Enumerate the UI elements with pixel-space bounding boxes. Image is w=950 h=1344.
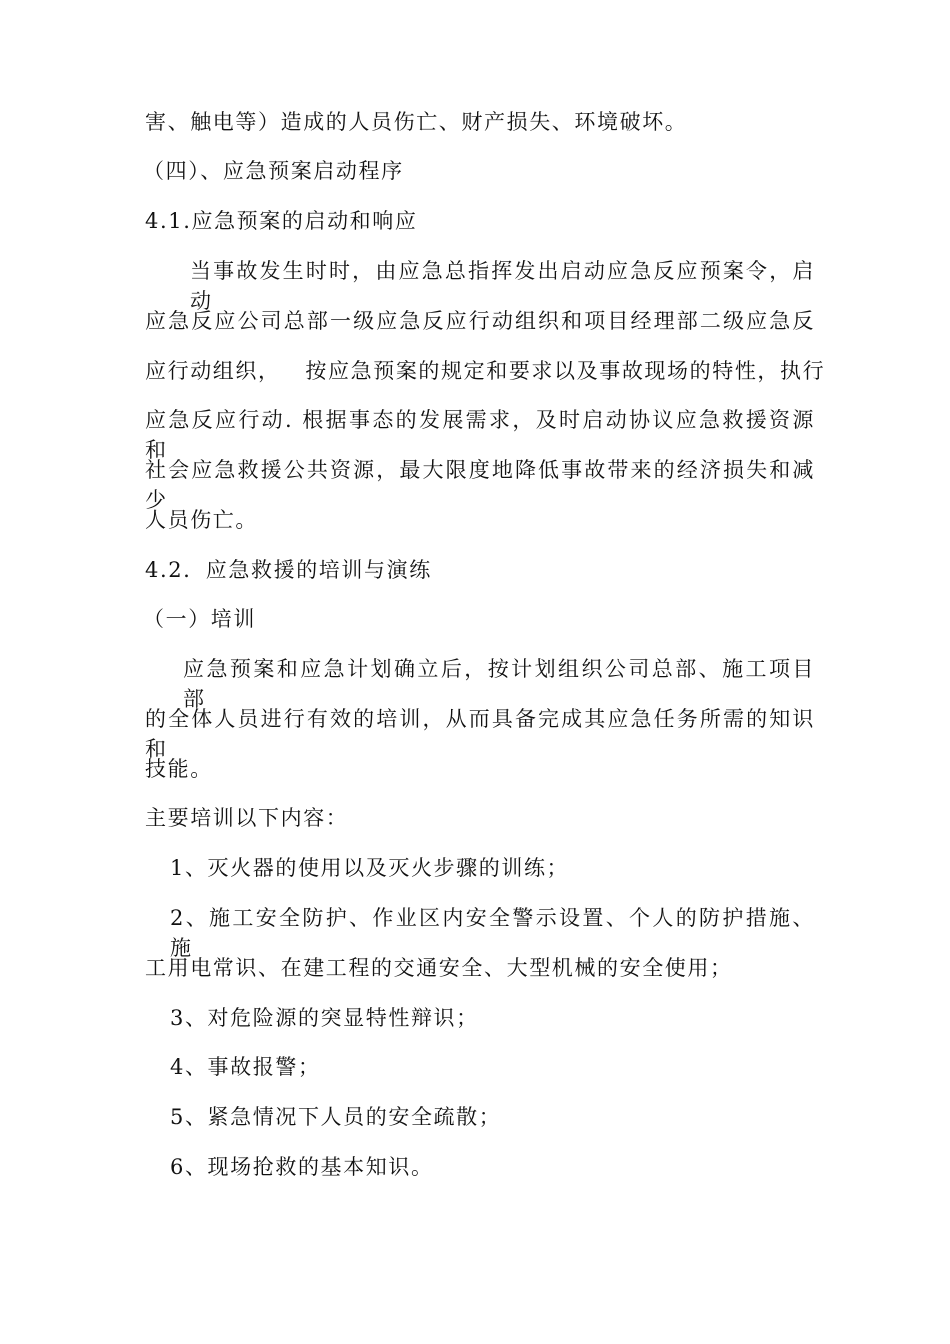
list-item-4: 4、事故报警；	[170, 1055, 321, 1079]
paragraph-4-1-line-6: 人员伤亡。	[145, 508, 258, 532]
subsection-heading-4-2: 4.2．应急救援的培训与演练	[145, 558, 432, 582]
subheading-training: （一）培训	[143, 607, 256, 631]
training-content-intro: 主要培训以下内容：	[145, 806, 349, 830]
paragraph-4-1-line-5: 社会应急救援公共资源，最大限度地降低事故带来的经济损失和减少	[145, 458, 815, 512]
paragraph-4-1-line-2: 应急反应公司总部一级应急反应行动组织和项目经理部二级应急反	[145, 309, 815, 333]
list-item-5: 5、紧急情况下人员的安全疏散；	[170, 1105, 502, 1129]
paragraph-4-1-line-4: 应急反应行动. 根据事态的发展需求，及时启动协议应急救援资源和	[145, 408, 815, 462]
list-item-3: 3、对危险源的突显特性辩识；	[170, 1006, 479, 1030]
list-item-1: 1、灭火器的使用以及灭火步骤的训练；	[170, 856, 570, 880]
list-item-2-line-2: 工用电常识、在建工程的交通安全、大型机械的安全使用；	[145, 956, 733, 980]
paragraph-training-line-3: 技能。	[145, 757, 213, 781]
list-item-2-line-1: 2、施工安全防护、作业区内安全警示设置、个人的防护措施、施	[170, 906, 815, 960]
text-line-1: 害、触电等）造成的人员伤亡、财产损失、环境破坏。	[145, 110, 688, 134]
list-item-6: 6、现场抢救的基本知识。	[170, 1155, 434, 1179]
paragraph-training-line-1: 应急预案和应急计划确立后，按计划组织公司总部、施工项目部	[183, 657, 815, 711]
subsection-heading-4-1: 4.1.应急预案的启动和响应	[145, 209, 418, 233]
paragraph-training-line-2: 的全体人员进行有效的培训，从而具备完成其应急任务所需的知识和	[145, 707, 815, 761]
paragraph-4-1-line-3: 应行动组织， 按应急预案的规定和要求以及事故现场的特性，执行	[145, 359, 826, 383]
paragraph-4-1-line-1: 当事故发生时时，由应急总指挥发出启动应急反应预案令，启动	[190, 259, 815, 313]
section-heading-4: （四）、应急预案启动程序	[143, 159, 404, 183]
